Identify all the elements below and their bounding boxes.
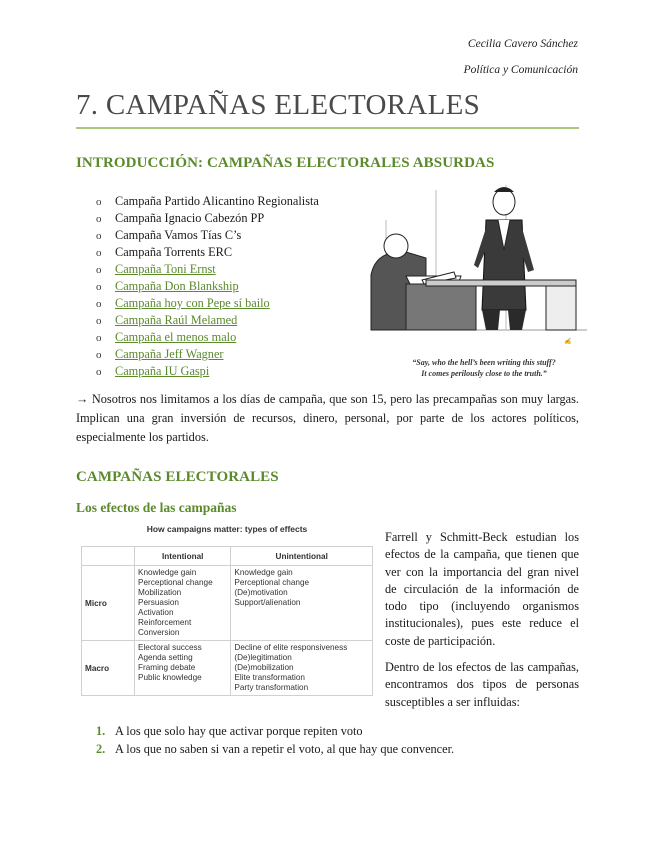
cell-line: Knowledge gain bbox=[138, 568, 197, 577]
bullet-marker: o bbox=[96, 349, 102, 361]
cell-line: Conversion bbox=[138, 628, 180, 637]
bullet-marker: o bbox=[96, 213, 102, 225]
list-item bbox=[96, 261, 319, 278]
list-item-text: Campaña Partido Alicantino Regionalista bbox=[115, 194, 319, 208]
effects-text-column bbox=[385, 529, 579, 720]
list-item bbox=[96, 312, 319, 329]
list-item bbox=[96, 346, 319, 363]
bullet-marker: o bbox=[96, 196, 102, 208]
list-item bbox=[96, 329, 319, 346]
list-item-text: A los que no saben si van a repetir el voto, al que hay que convencer. bbox=[115, 742, 455, 756]
cell-line: Agenda setting bbox=[138, 653, 193, 662]
list-item-text: Campaña Torrents ERC bbox=[115, 245, 233, 259]
list-item bbox=[96, 244, 319, 261]
effects-table bbox=[81, 546, 373, 696]
bullet-marker: o bbox=[96, 230, 102, 242]
chapter-title: 7. CAMPAÑAS ELECTORALES bbox=[76, 89, 481, 121]
table-corner-cell bbox=[82, 547, 135, 566]
header-author: Cecilia Cavero Sánchez bbox=[467, 38, 578, 50]
list-item bbox=[96, 210, 319, 227]
effects-figure bbox=[81, 524, 373, 712]
intro-paragraph: → Nosotros nos limitamos a los días de campaña, que son 15, pero las precampañas son muy largas. Implican una gran inversión de recursos, dinero, personal, por parte de los actores políticos, especialmente los partidos. bbox=[76, 392, 579, 444]
cell-line: Elite transformation bbox=[234, 673, 305, 682]
list-number: 1. bbox=[96, 724, 106, 738]
campaign-link-don-blankship[interactable]: Campaña Don Blankship bbox=[115, 279, 239, 293]
cell-line: Activation bbox=[138, 608, 174, 617]
cell-line: Perceptional change bbox=[234, 578, 310, 587]
bullet-marker: o bbox=[96, 332, 102, 344]
column-header-intentional: Intentional bbox=[135, 547, 231, 566]
list-item bbox=[96, 193, 319, 210]
cell-line: (De)legitimation bbox=[234, 653, 292, 662]
cartoon-image bbox=[366, 180, 587, 380]
cell-line: Party transformation bbox=[234, 683, 309, 692]
bullet-marker: o bbox=[96, 298, 102, 310]
list-item-text: Campaña Vamos Tías C’s bbox=[115, 228, 242, 242]
campaign-list bbox=[96, 193, 319, 380]
section-heading-campaigns: CAMPAÑAS ELECTORALES bbox=[76, 469, 279, 485]
bullet-marker: o bbox=[96, 366, 102, 378]
voter-types-list bbox=[96, 722, 454, 758]
macro-intentional-cell bbox=[135, 641, 231, 696]
cell-line: Electoral success bbox=[138, 643, 202, 652]
column-header-unintentional: Unintentional bbox=[231, 547, 373, 566]
row-header-macro: Macro bbox=[82, 641, 135, 696]
list-number: 2. bbox=[96, 742, 106, 756]
cell-line: Perceptional change bbox=[138, 578, 213, 587]
subsection-heading-effects: Los efectos de las campañas bbox=[76, 500, 237, 515]
bullet-marker: o bbox=[96, 315, 102, 327]
list-item bbox=[96, 363, 319, 380]
micro-intentional-cell bbox=[135, 566, 231, 641]
list-item-text: A los que solo hay que activar porque repiten voto bbox=[115, 724, 363, 738]
section-heading-intro: INTRODUCCIÓN: CAMPAÑAS ELECTORALES ABSURDAS bbox=[76, 155, 495, 171]
list-item bbox=[96, 740, 454, 758]
campaign-link-pepe[interactable]: Campaña hoy con Pepe sí bailo bbox=[115, 296, 270, 310]
cell-line: (De)motivation bbox=[234, 588, 288, 597]
cartoon-caption-line2: It comes perilously close to the truth.” bbox=[421, 369, 547, 378]
list-item bbox=[96, 295, 319, 312]
effects-paragraph-1: Farrell y Schmitt-Beck estudian los efectos de la campaña, que tienen que ver con la importancia del gran nivel de circulación de la información de todo tipo (incluyendo organismos institucionales), pues este reduce el coste de participación. bbox=[385, 530, 579, 648]
bullet-marker: o bbox=[96, 264, 102, 276]
table-row-macro bbox=[82, 641, 373, 696]
row-header-micro: Micro bbox=[82, 566, 135, 641]
macro-unintentional-cell bbox=[231, 641, 373, 696]
standing-man-figure bbox=[474, 187, 534, 330]
title-underline bbox=[76, 127, 579, 129]
cell-line: Knowledge gain bbox=[234, 568, 293, 577]
cell-line: Mobilization bbox=[138, 588, 182, 597]
cartoon-caption-line1: “Say, who the hell’s been writing this stuff? bbox=[412, 358, 556, 367]
cell-line: (De)mobilization bbox=[234, 663, 294, 672]
campaign-link-toni-ernst[interactable]: Campaña Toni Ernst bbox=[115, 262, 216, 276]
cell-line: Persuasion bbox=[138, 598, 179, 607]
micro-unintentional-cell bbox=[231, 566, 373, 641]
list-item bbox=[96, 278, 319, 295]
cell-line: Framing debate bbox=[138, 663, 196, 672]
campaign-link-jeff-wagner[interactable]: Campaña Jeff Wagner bbox=[115, 347, 224, 361]
effects-paragraph-2: Dentro de los efectos de las campañas, encontramos dos tipos de personas susceptibles a ser influidas: bbox=[385, 660, 579, 709]
table-header-row bbox=[82, 547, 373, 566]
campaign-link-menos-malo[interactable]: Campaña el menos malo bbox=[115, 330, 237, 344]
cell-line: Reinforcement bbox=[138, 618, 192, 627]
cell-line: Public knowledge bbox=[138, 673, 202, 682]
list-item bbox=[96, 722, 454, 740]
campaign-link-raul-melamed[interactable]: Campaña Raúl Melamed bbox=[115, 313, 238, 327]
table-row-micro bbox=[82, 566, 373, 641]
header-subject: Política y Comunicación bbox=[463, 64, 578, 76]
campaign-link-iu-gaspi[interactable]: Campaña IU Gaspi bbox=[115, 364, 210, 378]
list-item bbox=[96, 227, 319, 244]
cell-line: Decline of elite responsiveness bbox=[234, 643, 348, 652]
figure-title: How campaigns matter: types of effects bbox=[146, 524, 308, 534]
list-item-text: Campaña Ignacio Cabezón PP bbox=[115, 211, 265, 225]
bullet-marker: o bbox=[96, 281, 102, 293]
svg-text:✍: ✍ bbox=[564, 338, 572, 345]
cell-line: Support/alienation bbox=[234, 598, 301, 607]
bullet-marker: o bbox=[96, 247, 102, 259]
